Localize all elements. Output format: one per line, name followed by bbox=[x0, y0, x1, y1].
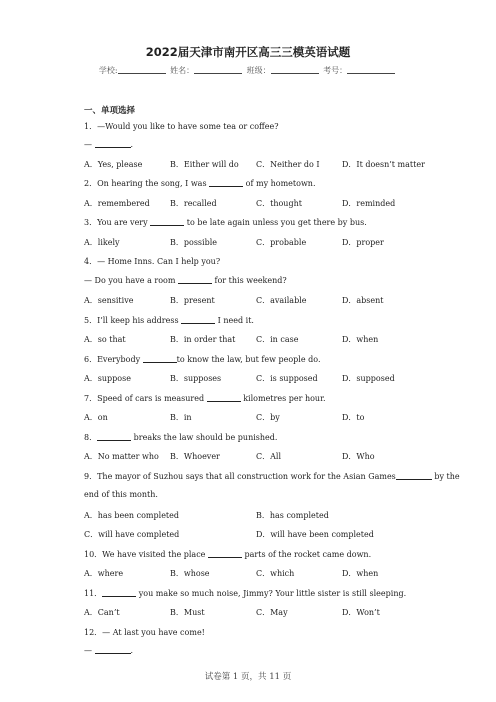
answer-blank[interactable] bbox=[95, 646, 131, 654]
option-b[interactable]: B．present bbox=[170, 296, 215, 305]
option-b[interactable]: B．supposes bbox=[170, 374, 222, 383]
answer-blank[interactable] bbox=[207, 394, 241, 402]
option-d[interactable]: D．proper bbox=[342, 238, 384, 247]
option-b[interactable]: B．recalled bbox=[170, 199, 217, 208]
option-a[interactable]: A．on bbox=[84, 413, 108, 422]
option-c[interactable]: C．probable bbox=[256, 238, 307, 247]
option-d[interactable]: D．will have been completed bbox=[256, 530, 374, 539]
question-5-stem: 5．I’ll keep his address I need it. bbox=[84, 316, 254, 325]
school-blank[interactable] bbox=[118, 65, 166, 74]
option-b[interactable]: B．Must bbox=[170, 608, 205, 617]
option-c[interactable]: C．by bbox=[256, 413, 280, 422]
option-b[interactable]: B．whose bbox=[170, 569, 210, 578]
school-label: 学校: bbox=[98, 66, 118, 75]
option-d[interactable]: D．absent bbox=[342, 296, 384, 305]
option-d[interactable]: D．to bbox=[342, 413, 365, 422]
option-d[interactable]: D．Who bbox=[342, 452, 375, 461]
answer-blank[interactable] bbox=[396, 472, 432, 480]
option-a[interactable]: A．where bbox=[84, 569, 124, 578]
question-1-reply: — . bbox=[84, 140, 134, 149]
option-d[interactable]: D．Won’t bbox=[342, 608, 380, 617]
answer-blank[interactable] bbox=[95, 140, 131, 148]
option-d[interactable]: D．reminded bbox=[342, 199, 396, 208]
option-a[interactable]: A．remembered bbox=[84, 199, 150, 208]
question-6-stem: 6．Everybody to know the law, but few people do. bbox=[84, 355, 321, 364]
option-c[interactable]: C．which bbox=[256, 569, 295, 578]
option-c[interactable]: C．thought bbox=[256, 199, 302, 208]
question-7-stem: 7．Speed of cars is measured kilometres per hour. bbox=[84, 394, 326, 403]
question-3-stem: 3．You are very to be late again unless you get there by bus. bbox=[84, 218, 367, 227]
option-a[interactable]: A．Yes, please bbox=[84, 160, 143, 169]
question-10-stem: 10．We have visited the place parts of the rocket came down. bbox=[84, 550, 372, 559]
question-12-stem: 12．— At last you have come! bbox=[84, 628, 205, 637]
option-d[interactable]: D．supposed bbox=[342, 374, 395, 383]
question-8-stem: 8． breaks the law should be punished. bbox=[84, 433, 278, 442]
student-info-line bbox=[0, 65, 496, 76]
option-a[interactable]: A．likely bbox=[84, 238, 120, 247]
question-4-reply: — Do you have a room for this weekend? bbox=[84, 276, 287, 285]
option-c[interactable]: C．All bbox=[256, 452, 282, 461]
answer-blank[interactable] bbox=[143, 355, 177, 363]
page-footer: 试卷第 1 页，共 11 页 bbox=[204, 672, 292, 682]
page-title: 2022届天津市南开区高三三模英语试题 bbox=[145, 45, 351, 59]
option-a[interactable]: A．so that bbox=[84, 335, 126, 344]
answer-blank[interactable] bbox=[150, 218, 184, 226]
answer-blank[interactable] bbox=[181, 316, 215, 324]
name-label: 姓名： bbox=[170, 66, 195, 75]
exam-number-blank[interactable] bbox=[347, 65, 395, 74]
answer-blank[interactable] bbox=[102, 589, 136, 597]
exam-number-label: 考号： bbox=[323, 66, 348, 75]
option-a[interactable]: A．sensitive bbox=[84, 296, 134, 305]
option-d[interactable]: D．when bbox=[342, 335, 379, 344]
question-4-stem: 4．— Home Inns. Can I help you? bbox=[84, 257, 221, 266]
option-c[interactable]: C．will have completed bbox=[84, 530, 180, 539]
option-c[interactable]: C．Neither do I bbox=[256, 160, 320, 169]
question-9-stem: 9．The mayor of Suzhou says that all construction work for the Asian Games by the bbox=[84, 472, 460, 481]
question-9-stem-continued: end of this month. bbox=[84, 490, 158, 499]
section-heading: 一、单项选择 bbox=[84, 106, 136, 116]
option-c[interactable]: C．May bbox=[256, 608, 288, 617]
option-a[interactable]: A．suppose bbox=[84, 374, 131, 383]
question-1-stem: 1．—Would you like to have some tea or coffee? bbox=[84, 122, 279, 131]
option-b[interactable]: B．Whoever bbox=[170, 452, 220, 461]
answer-blank[interactable] bbox=[208, 550, 242, 558]
answer-blank[interactable] bbox=[97, 433, 131, 441]
option-c[interactable]: C．available bbox=[256, 296, 307, 305]
question-2-stem: 2．On hearing the song, I was of my hometown. bbox=[84, 179, 316, 188]
answer-blank[interactable] bbox=[209, 179, 243, 187]
option-a[interactable]: A．Can’t bbox=[84, 608, 120, 617]
name-blank[interactable] bbox=[194, 65, 242, 74]
answer-blank[interactable] bbox=[178, 276, 212, 284]
option-c[interactable]: C．is supposed bbox=[256, 374, 318, 383]
class-blank[interactable] bbox=[271, 65, 319, 74]
option-b[interactable]: B．has completed bbox=[256, 511, 329, 520]
option-b[interactable]: B．in order that bbox=[170, 335, 236, 344]
question-11-stem: 11． you make so much noise, Jimmy? Your little sister is still sleeping. bbox=[84, 589, 407, 598]
option-d[interactable]: D．It doesn’t matter bbox=[342, 160, 425, 169]
option-b[interactable]: B．in bbox=[170, 413, 192, 422]
option-b[interactable]: B．Either will do bbox=[170, 160, 239, 169]
question-12-reply: — . bbox=[84, 646, 134, 655]
option-d[interactable]: D．when bbox=[342, 569, 379, 578]
option-c[interactable]: C．in case bbox=[256, 335, 299, 344]
option-a[interactable]: A．has been completed bbox=[84, 511, 179, 520]
option-b[interactable]: B．possible bbox=[170, 238, 217, 247]
class-label: 班级： bbox=[246, 66, 271, 75]
option-a[interactable]: A．No matter who bbox=[84, 452, 159, 461]
